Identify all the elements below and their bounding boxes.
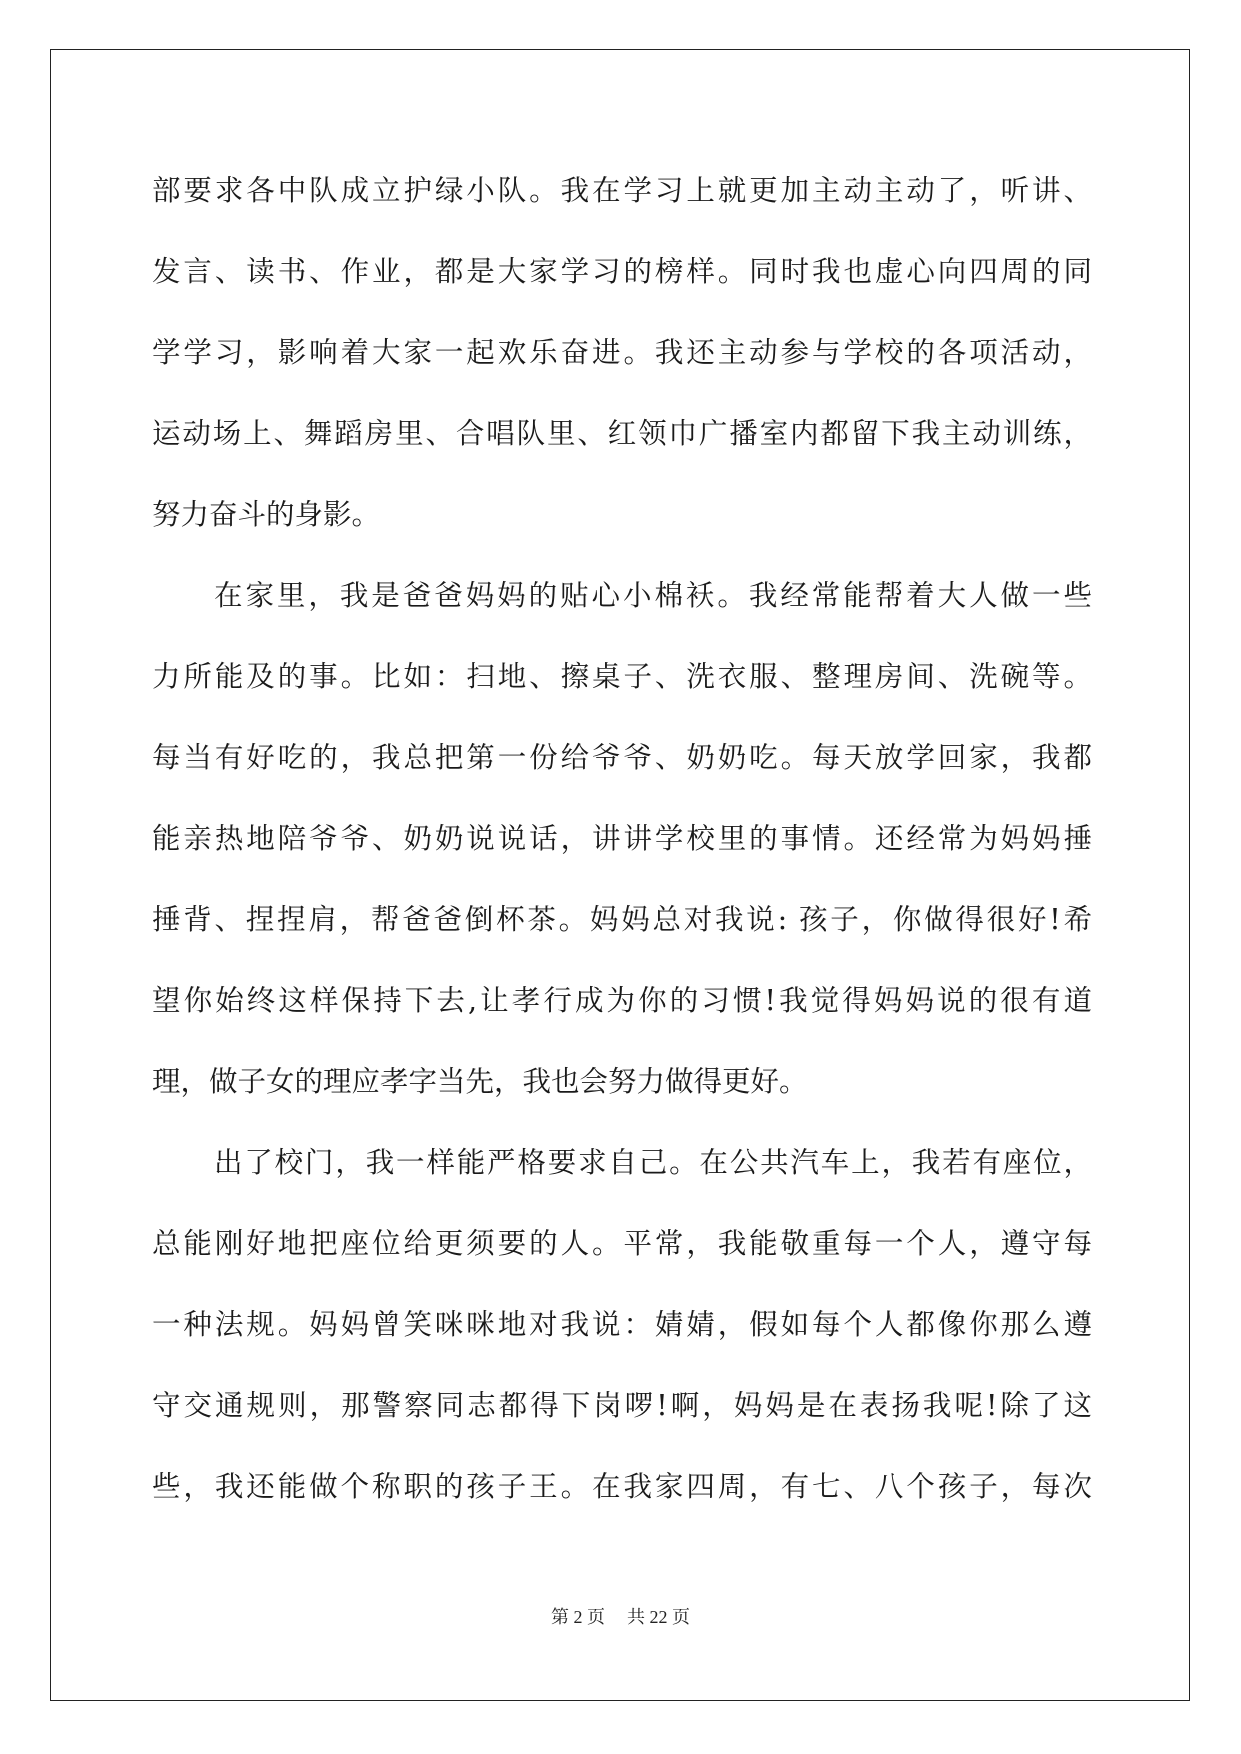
text-line: 部要求各中队成立护绿小队。我在学习上就更加主动主动了，听讲、: [152, 174, 1092, 207]
page-total: 共 22 页: [627, 1607, 690, 1627]
text-line: 在家里，我是爸爸妈妈的贴心小棉袄。我经常能帮着大人做一些: [214, 579, 1092, 612]
text-line: 一种法规。妈妈曾笑咪咪地对我说：婧婧，假如每个人都像你那么遵: [152, 1308, 1092, 1341]
page-footer: [0, 1603, 1241, 1629]
text-line: 运动场上、舞蹈房里、合唱队里、红领巾广播室内都留下我主动训练，: [152, 417, 1092, 450]
text-line: 出了校门，我一样能严格要求自己。在公共汽车上，我若有座位，: [214, 1146, 1092, 1179]
text-line: 捶背、捏捏肩，帮爸爸倒杯茶。妈妈总对我说: 孩子，你做得很好!希: [152, 903, 1092, 936]
text-line: 发言、读书、作业，都是大家学习的榜样。同时我也虚心向四周的同: [152, 255, 1092, 288]
text-line: 守交通规则，那警察同志都得下岗啰!啊，妈妈是在表扬我呢!除了这: [152, 1389, 1092, 1422]
text-line: 总能刚好地把座位给更须要的人。平常，我能敬重每一个人，遵守每: [152, 1227, 1092, 1260]
text-line: 理，做子女的理应孝字当先，我也会努力做得更好。: [152, 1065, 808, 1098]
text-line: 望你始终这样保持下去,让孝行成为你的习惯!我觉得妈妈说的很有道: [152, 984, 1092, 1017]
text-line: 力所能及的事。比如：扫地、擦桌子、洗衣服、整理房间、洗碗等。: [152, 660, 1092, 693]
text-line: 学学习，影响着大家一起欢乐奋进。我还主动参与学校的各项活动，: [152, 336, 1092, 369]
text-line: 能亲热地陪爷爷、奶奶说说话，讲讲学校里的事情。还经常为妈妈捶: [152, 822, 1092, 855]
document-body: [152, 150, 1092, 1527]
text-line: 每当有好吃的，我总把第一份给爷爷、奶奶吃。每天放学回家，我都: [152, 741, 1092, 774]
text-line: 些，我还能做个称职的孩子王。在我家四周，有七、八个孩子，每次: [152, 1470, 1092, 1503]
text-line: 努力奋斗的身影。: [152, 498, 381, 531]
page-number: 第 2 页: [551, 1607, 605, 1627]
